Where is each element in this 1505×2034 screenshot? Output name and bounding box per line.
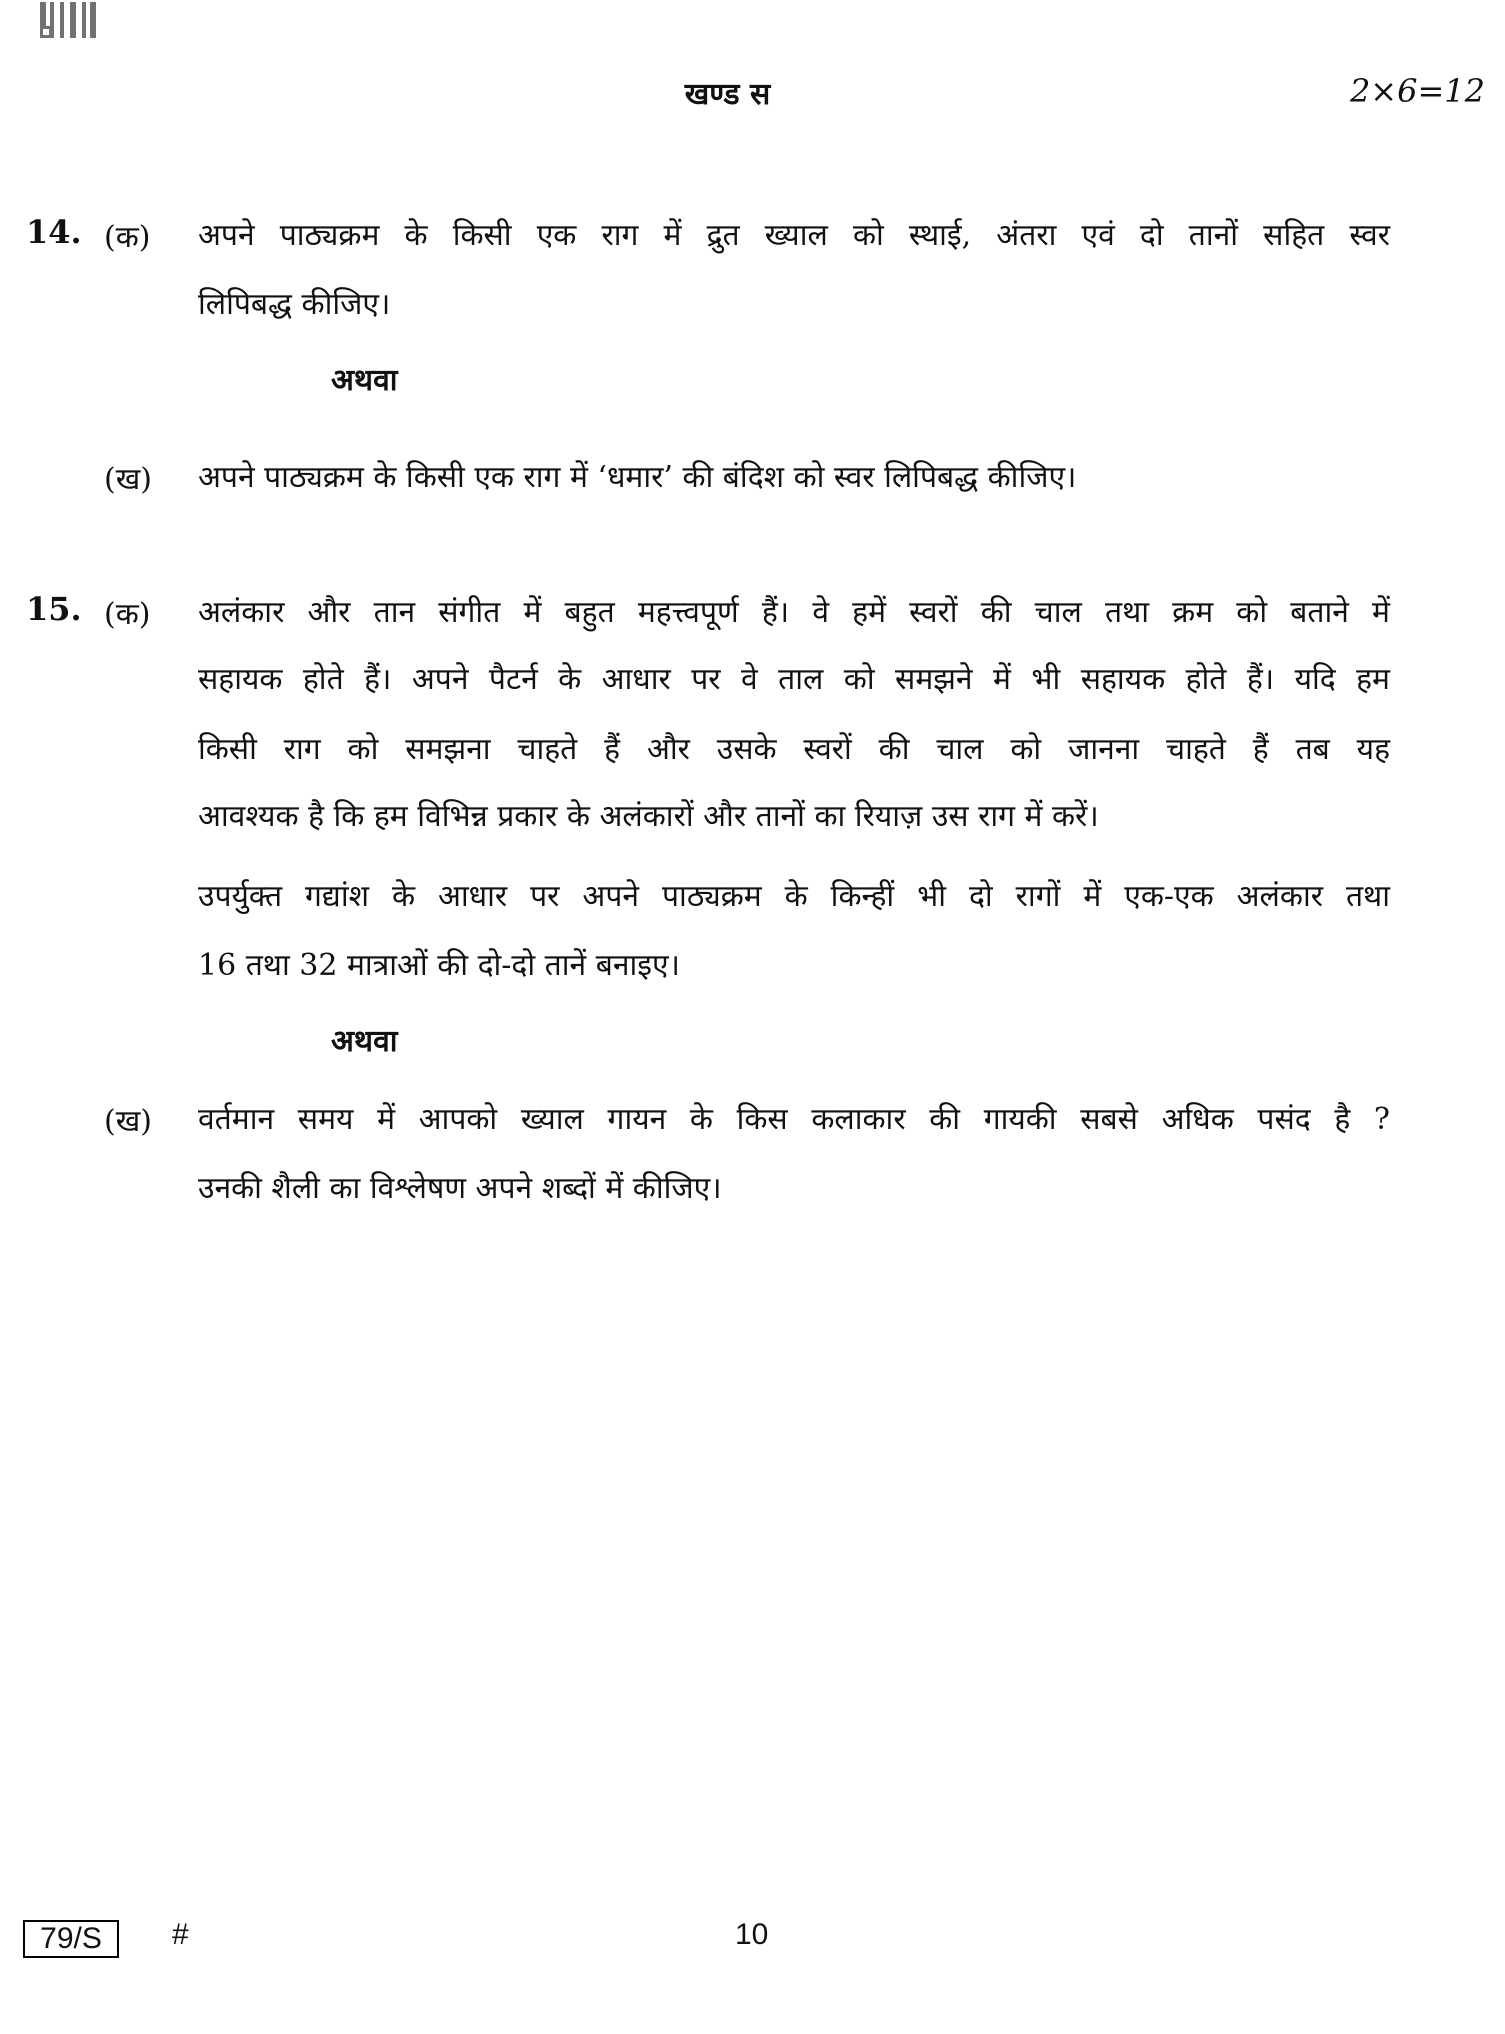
question-text-line: वर्तमान समय में आपको ख्याल गायन के किस कलाकार की गायकी सबसे अधिक पसंद है ?	[198, 1102, 1390, 1137]
paper-code: 79/S	[23, 1920, 119, 1958]
question-text-line: किसी राग को समझना चाहते हैं और उसके स्वरों की चाल को जानना चाहते हैं तब यह	[198, 732, 1390, 767]
qr-code	[40, 2, 96, 38]
part-label: (ख)	[104, 1104, 152, 1139]
part-label: (क)	[104, 220, 151, 255]
question-number: 14.	[26, 213, 82, 251]
footer-mark: #	[172, 1918, 189, 1951]
part-label: (क)	[104, 597, 151, 632]
or-label: अथवा	[331, 363, 398, 398]
question-text-line: अपने पाठ्यक्रम के किसी एक राग में द्रुत ख्याल को स्थाई, अंतरा एवं दो तानों सहित स्वर	[198, 218, 1390, 253]
question-text-line: उनकी शैली का विश्लेषण अपने शब्दों में कीजिए।	[198, 1171, 722, 1206]
or-label: अथवा	[331, 1024, 398, 1059]
question-number: 15.	[26, 590, 82, 628]
question-text-line: सहायक होते हैं। अपने पैटर्न के आधार पर वे ताल को समझने में भी सहायक होते हैं। यदि हम	[198, 662, 1390, 697]
part-label: (ख)	[104, 462, 152, 497]
section-title: खण्ड स	[684, 77, 771, 112]
section-marks: 2×6=12	[1349, 72, 1485, 110]
question-text-line: अपने पाठ्यक्रम के किसी एक राग में ‘धमार’ की बंदिश को स्वर लिपिबद्ध कीजिए।	[198, 460, 1077, 495]
question-text-line: लिपिबद्ध कीजिए।	[198, 287, 391, 322]
question-text-line: अलंकार और तान संगीत में बहुत महत्त्वपूर्ण हैं। वे हमें स्वरों की चाल तथा क्रम को बताने में	[198, 595, 1390, 630]
question-text-line: 16 तथा 32 मात्राओं की दो-दो तानें बनाइए।	[198, 948, 680, 983]
question-text-line: उपर्युक्त गद्यांश के आधार पर अपने पाठ्यक्रम के किन्हीं भी दो रागों में एक-एक अलंकार तथा	[198, 879, 1390, 914]
question-text-line: आवश्यक है कि हम विभिन्न प्रकार के अलंकारों और तानों का रियाज़ उस राग में करें।	[198, 799, 1099, 834]
page-number: 10	[735, 1918, 769, 1951]
